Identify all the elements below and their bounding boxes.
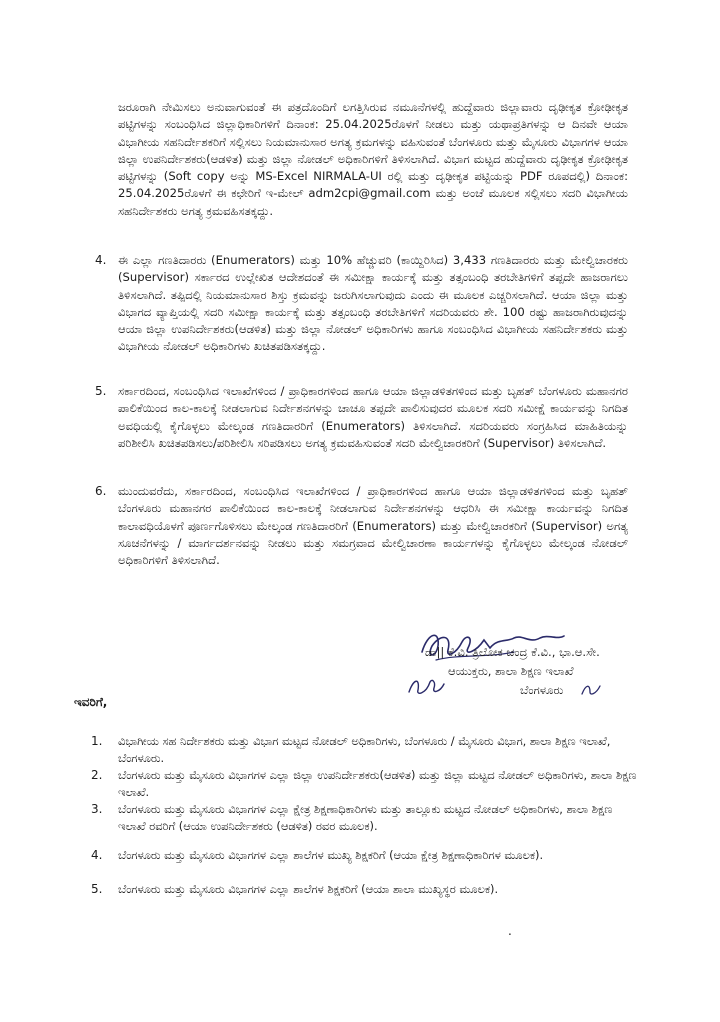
recipients-label: ಇವರಿಗೆ, — [74, 695, 108, 709]
paragraph-4: ಈ ಎಲ್ಲಾ ಗಣತಿದಾರರು (Enumerators) ಮತ್ತು 10% ಹೆಚ್ಚುವರಿ (ಕಾಯ್ದಿರಿಸಿದ) 3,433 ಗಣತಿದಾರರು ಮತ್ತು ಮೇಲ್ವಿಚಾರಕರು (Supervisor) ಸರ್ಕಾರದ ಉಲ್ಲೇಖಿತ ಆದೇಶದಂತೆ ಈ ಸಮೀಕ್ಷಾ ಕಾರ್ಯಕ್ಕೆ ಮತ್ತು ತತ್ಸಂಬಂಧಿ ತರಬೇತಿಗಳಿಗೆ ತಪ್ಪದೇ ಹಾಜರಾಗಲು ತಿಳಿಸಲಾಗಿದೆ. ತಪ್ಪಿದಲ್ಲಿ ನಿಯಮಾನುಸಾರ ಶಿಸ್ತು ಕ್ರಮವನ್ನು ಜರುಗಿಸಲಾಗುವುದು ಎಂದು ಈ ಮೂಲಕ ಎಚ್ಚರಿಸಲಾಗಿದೆ. ಆಯಾ ಜಿಲ್ಲಾ ಮತ್ತು ವಿಭಾಗದ ವ್ಯಾಪ್ತಿಯಲ್ಲಿ ಸದರಿ ಸಮೀಕ್ಷಾ ಕಾರ್ಯಕ್ಕೆ ಮತ್ತು ತತ್ಸಂಬಂಧಿ ತರಬೇತಿಗಳಿಗೆ ಸದರಿಯವರು ಶೇ. 100 ರಷ್ಟು ಹಾಜರಾಗಿರುವುದನ್ನು ಆಯಾ ಜಿಲ್ಲಾ ಉಪನಿರ್ದೇಶಕರು(ಆಡಳಿತ) ಮತ್ತು ಜಿಲ್ಲಾ ನೋಡಲ್ ಅಧಿಕಾರಿಗಳು ಹಾಗೂ ಸಂಬಂಧಿಸಿದ ವಿಭಾಗೀಯ ಸಹನಿರ್ದೇಶಕರು ಮತ್ತು ವಿಭಾಗೀಯ ನೋಡಲ್ ಅಧಿಕಾರಿಗಳು ಖಚಿತಪಡಿಸತಕ್ಕದ್ದು. — [118, 253, 628, 354]
recipient-item: ಬೆಂಗಳೂರು ಮತ್ತು ಮೈಸೂರು ವಿಭಾಗಗಳ ಎಲ್ಲಾ ಜಿಲ್ಲಾ ಉಪನಿರ್ದೇಶಕರು(ಆಡಳಿತ) ಮತ್ತು ಜಿಲ್ಲಾ ಮಟ್ಟದ ನೋಡಲ್ ಅಧಿಕಾರಿಗಳು, ಶಾಲಾ ಶಿಕ್ಷಣ ಇಲಾಖೆ. — [118, 768, 637, 800]
recipient-number: 2. — [91, 768, 103, 782]
page-mark: . — [508, 924, 512, 938]
signatory-name: ಡಾ|| ಕೆ.ವಿ. ತ್ರಿಲೋಕ ಚಂದ್ರ ಕೆ.ವಿ., ಭಾ.ಆ.ಸೇ. — [425, 645, 600, 659]
initials-mark — [406, 674, 446, 698]
paragraph-5: ಸರ್ಕಾರದಿಂದ, ಸಂಬಂಧಿಸಿದ ಇಲಾಖೆಗಳಿಂದ / ಪ್ರಾಧಿಕಾರಗಳಿಂದ ಹಾಗೂ ಆಯಾ ಜಿಲ್ಲಾಡಳಿತಗಳಿಂದ ಮತ್ತು ಬೃಹತ್ ಬೆಂಗಳೂರು ಮಹಾನಗರ ಪಾಲಿಕೆಯಿಂದ ಕಾಲ-ಕಾಲಕ್ಕೆ ನೀಡಲಾಗುವ ನಿರ್ದೇಶನಗಳನ್ನು ಚಾಚೂ ತಪ್ಪದೇ ಪಾಲಿಸುವುದರ ಮೂಲಕ ಸದರಿ ಸಮೀಕ್ಷೆ ಕಾರ್ಯವನ್ನು ನಿಗದಿತ ಅವಧಿಯಲ್ಲಿ ಕೈಗೊಳ್ಳಲು ಮೇಲ್ಕಂಡ ಗಣತಿದಾರರಿಗೆ (Enumerators) ತಿಳಿಸಲಾಗಿದೆ. ಸದರಿಯವರು ಸಂಗ್ರಹಿಸಿದ ಮಾಹಿತಿಯನ್ನು ಪರಿಶೀಲಿಸಿ ಖಚಿತಪಡಿಸಲು/ಪರಿಶೀಲಿಸಿ ಸರಿಪಡಿಸಲು ಅಗತ್ಯ ಕ್ರಮವಹಿಸುವಂತೆ ಸದರಿ ಮೇಲ್ವಿಚಾರಕರಿಗೆ (Supervisor) ತಿಳಿಸಲಾಗಿದೆ. — [118, 384, 628, 450]
recipient-number: 4. — [91, 848, 103, 862]
recipient-item: ಬೆಂಗಳೂರು ಮತ್ತು ಮೈಸೂರು ವಿಭಾಗಗಳ ಎಲ್ಲಾ ಕ್ಷೇತ್ರ ಶಿಕ್ಷಣಾಧಿಕಾರಿಗಳು ಮತ್ತು ತಾಲ್ಲೂಕು ಮಟ್ಟದ ನೋಡಲ್ ಅಧಿಕಾರಿಗಳು, ಶಾಲಾ ಶಿಕ್ಷಣ ಇಲಾಖೆ ರವರಿಗೆ (ಆಯಾ ಉಪನಿರ್ದೇಶಕರು (ಆಡಳಿತ) ರವರ ಮೂಲಕ). — [118, 802, 613, 834]
signatory-title: ಆಯುಕ್ತರು, ಶಾಲಾ ಶಿಕ್ಷಣ ಇಲಾಖೆ — [448, 664, 574, 678]
paragraph-number: 6. — [95, 484, 107, 498]
continuation-paragraph: ಜರೂರಾಗಿ ನೇಮಿಸಲು ಅನುವಾಗುವಂತೆ ಈ ಪತ್ರದೊಂದಿಗೆ ಲಗತ್ತಿಸಿರುವ ನಮೂನೆಗಳಲ್ಲಿ ಹುದ್ದೆವಾರು ಜಿಲ್ಲಾವಾರು ದೃಢೀಕೃತ ಕ್ರೋಢೀಕೃತ ಪಟ್ಟಿಗಳನ್ನು ಸಂಬಂಧಿಸಿದ ಜಿಲ್ಲಾಧಿಕಾರಿಗಳಿಗೆ ದಿನಾಂಕ: 25.04.2025ರೊಳಗೆ ನೀಡಲು ಮತ್ತು ಯಥಾಪ್ರತಿಗಳನ್ನು ಆ ದಿನವೇ ಆಯಾ ವಿಭಾಗೀಯ ಸಹನಿರ್ದೇಶಕರಿಗೆ ಸಲ್ಲಿಸಲು ನಿಯಮಾನುಸಾರ ಅಗತ್ಯ ಕ್ರಮಗಳನ್ನು ವಹಿಸುವಂತೆ ಬೆಂಗಳೂರು ಮತ್ತು ಮೈಸೂರು ವಿಭಾಗಗಳ ಆಯಾ ಜಿಲ್ಲಾ ಉಪನಿರ್ದೇಶಕರು(ಆಡಳಿತ) ಮತ್ತು ಜಿಲ್ಲಾ ನೋಡಲ್ ಅಧಿಕಾರಿಗಳಿಗೆ ತಿಳಿಸಲಾಗಿದೆ. ವಿಭಾಗ ಮಟ್ಟದ ಹುದ್ದೆವಾರು ದೃಢೀಕೃತ ಕ್ರೋಢೀಕೃತ ಪಟ್ಟಿಗಳನ್ನು (Soft copy ಅನ್ನು MS-Excel NIRMALA-UI ರಲ್ಲಿ ಮತ್ತು ದೃಢೀಕೃತ ಪಟ್ಟಿಯನ್ನು PDF ರೂಪದಲ್ಲಿ) ದಿನಾಂಕ: 25.04.2025ರೊಳಗೆ ಈ ಕಛೇರಿಗೆ ಇ-ಮೇಲ್ adm2cpi@gmail.com ಮತ್ತು ಅಂಚೆ ಮೂಲಕ ಸಲ್ಲಿಸಲು ಸದರಿ ವಿಭಾಗೀಯ ಸಹನಿರ್ದೇಶಕರು ಅಗತ್ಯ ಕ್ರಮವಹಿಸತಕ್ಕದ್ದು. — [118, 100, 628, 218]
recipient-number: 3. — [91, 802, 103, 816]
recipient-item: ಬೆಂಗಳೂರು ಮತ್ತು ಮೈಸೂರು ವಿಭಾಗಗಳ ಎಲ್ಲಾ ಶಾಲೆಗಳ ಮುಖ್ಯ ಶಿಕ್ಷಕರಿಗೆ (ಆಯಾ ಕ್ಷೇತ್ರ ಶಿಕ್ಷಣಾಧಿಕಾರಿಗಳ ಮೂಲಕ). — [118, 848, 544, 862]
paragraph-number: 5. — [95, 384, 107, 398]
signatory-place: ಬೆಂಗಳೂರು — [520, 683, 564, 697]
recipient-number: 5. — [91, 882, 103, 896]
initials-flourish — [580, 680, 602, 698]
paragraph-6: ಮುಂದುವರೆದು, ಸರ್ಕಾರದಿಂದ, ಸಂಬಂಧಿಸಿದ ಇಲಾಖೆಗಳಿಂದ / ಪ್ರಾಧಿಕಾರಗಳಿಂದ ಹಾಗೂ ಆಯಾ ಜಿಲ್ಲಾಡಳಿತಗಳಿಂದ ಮತ್ತು ಬೃಹತ್ ಬೆಂಗಳೂರು ಮಹಾನಗರ ಪಾಲಿಕೆಯಿಂದ ಕಾಲ-ಕಾಲಕ್ಕೆ ನೀಡಲಾಗುವ ನಿರ್ದೇಶನಗಳನ್ನು ಆಧರಿಸಿ ಈ ಸಮೀಕ್ಷಾ ಕಾರ್ಯವನ್ನು ನಿಗದಿತ ಕಾಲಾವಧಿಯೊಳಗೆ ಪೂರ್ಣಗೊಳಿಸಲು ಮೇಲ್ಕಂಡ ಗಣತಿದಾರರಿಗೆ (Enumerators) ಮತ್ತು ಮೇಲ್ವಿಚಾರಕರಿಗೆ (Supervisor) ಅಗತ್ಯ ಸೂಚನೆಗಳನ್ನು / ಮಾರ್ಗದರ್ಶನವನ್ನು ನೀಡಲು ಮತ್ತು ಸಮಗ್ರವಾದ ಮೇಲ್ವಿಚಾರಣಾ ಕಾರ್ಯಗಳನ್ನು ಕೈಗೊಳ್ಳಲು ಮೇಲ್ಕಂಡ ನೋಡಲ್ ಅಧಿಕಾರಿಗಳಿಗೆ ತಿಳಿಸಲಾಗಿದೆ. — [118, 484, 628, 568]
recipient-number: 1. — [91, 734, 103, 748]
recipient-item: ವಿಭಾಗೀಯ ಸಹ ನಿರ್ದೇಶಕರು ಮತ್ತು ವಿಭಾಗ ಮಟ್ಟದ ನೋಡಲ್ ಅಧಿಕಾರಿಗಳು, ಬೆಂಗಳೂರು / ಮೈಸೂರು ವಿಭಾಗ, ಶಾಲಾ ಶಿಕ್ಷಣ ಇಲಾಖೆ, ಬೆಂಗಳೂರು. — [118, 734, 611, 766]
recipient-item: ಬೆಂಗಳೂರು ಮತ್ತು ಮೈಸೂರು ವಿಭಾಗಗಳ ಎಲ್ಲಾ ಶಾಲೆಗಳ ಶಿಕ್ಷಕರಿಗೆ (ಆಯಾ ಶಾಲಾ ಮುಖ್ಯಸ್ಥರ ಮೂಲಕ). — [118, 882, 499, 896]
paragraph-number: 4. — [95, 253, 107, 267]
signature-block — [400, 628, 660, 700]
